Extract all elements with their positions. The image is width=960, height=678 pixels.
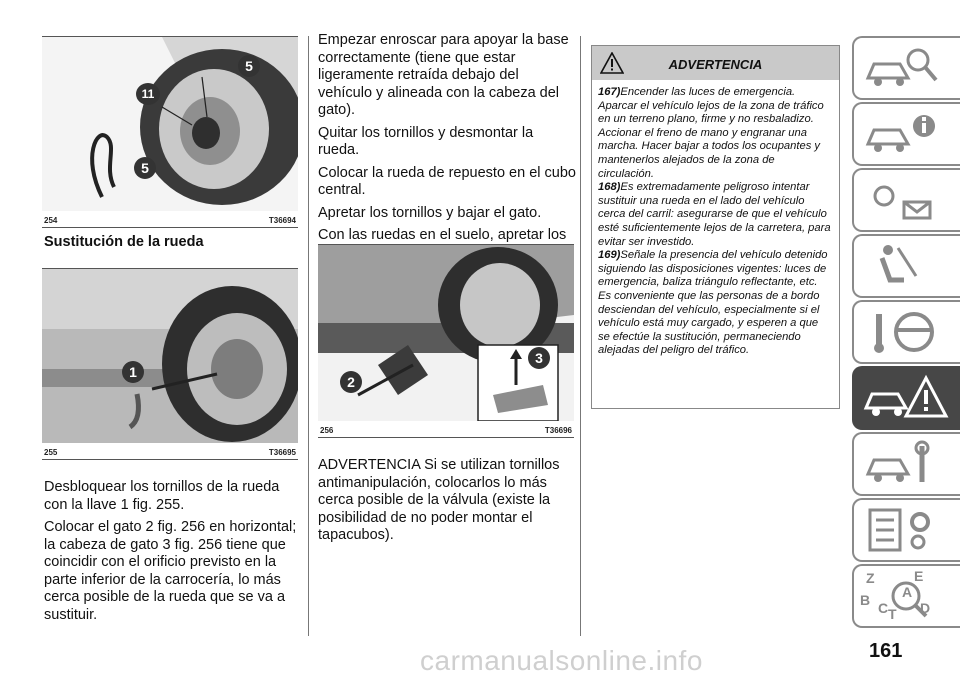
tab-warning-lights[interactable]: [852, 168, 960, 232]
paragraph: Colocar la rueda de repuesto en el cubo central.: [318, 164, 576, 198]
figure-number: 256: [320, 426, 334, 435]
paragraph: Apretar los tornillos y bajar el gato.: [318, 204, 542, 221]
index-letter: Z: [866, 570, 875, 586]
warning-text: Es extremadamente peligroso intentar sustituir una rueda en el lado del vehículo cerca del carril: asegurarse de que el vehículo esté suficientemente lejos de la carretera, para evitar ser investido.: [598, 181, 831, 248]
figure-256: [318, 244, 574, 438]
figure-code: T36696: [544, 426, 572, 435]
paragraph: Empezar enroscar para apoyar la base correctamente (tiene que estar ligeramente retraída debajo del vehículo y alineada con la cabeza del gato).: [318, 32, 569, 118]
warning-header: [592, 46, 839, 80]
tab-breakdown[interactable]: [852, 366, 960, 430]
warning-title: ADVERTENCIA: [668, 57, 763, 72]
warning-ref: 168): [598, 181, 621, 194]
callout-5-bottom: 5: [134, 157, 156, 179]
paragraph: Quitar los tornillos y desmontar la rueda.: [318, 124, 534, 158]
paragraph: Desbloquear los tornillos de la rueda con la llave 1 fig. 255.: [44, 479, 280, 513]
paragraph: ADVERTENCIA Si se utilizan tornillos antimanipulación, colocarlos lo más cerca posible de la válvula (existe la posibilidad de no poder montar el tapacubos).: [318, 457, 560, 543]
warning-ref: 169): [598, 249, 621, 262]
figure-code: T36694: [268, 216, 296, 225]
tab-alphabetical-index[interactable]: [852, 564, 960, 628]
column-divider: [580, 36, 581, 636]
figure-code: T36695: [268, 448, 296, 457]
tab-specifications[interactable]: [852, 498, 960, 562]
callout-1: 1: [122, 361, 144, 383]
warning-ref: 167): [598, 86, 621, 98]
tab-car-search[interactable]: [852, 36, 960, 100]
callout-5-top: 5: [238, 55, 260, 77]
warning-box: [591, 45, 840, 409]
index-letter: B: [860, 592, 871, 608]
warning-body: [592, 80, 839, 358]
figure-number: 254: [44, 216, 58, 225]
paragraph: Con las ruedas en el suelo, apretar los: [318, 227, 567, 243]
paragraph: Colocar el gato 2 fig. 256 en horizontal; la cabeza de gato 3 fig. 256 tiene que coincidir con el orificio previsto en la parte inferior de la carrocería, lo más cerca posible de la rueda que se va a sustituir.: [44, 519, 297, 623]
callout-3: 3: [528, 347, 550, 369]
figure-256-image: [318, 245, 574, 421]
column1-text: [44, 479, 300, 629]
index-letter: E: [914, 568, 924, 584]
tab-seat-airbag[interactable]: [852, 234, 960, 298]
index-letter: T: [888, 606, 897, 622]
figure-254-image: [42, 37, 298, 211]
callout-11: 11: [136, 83, 160, 105]
tab-key-steering[interactable]: [852, 300, 960, 364]
watermark: carmanualsonline.info: [420, 645, 703, 676]
index-letter: D: [920, 600, 931, 616]
page-number: 161: [869, 640, 903, 662]
warning-text: Encender las luces de emergencia. Aparcar el vehículo lejos de la zona de tráfico en un terreno plano, firme y no resbaladizo. Accionar el freno de mano y engranar una marcha. Hacer bajar a todos los ocupantes y mantenerlos alejados de la zona de circulación.: [598, 86, 824, 180]
index-letter: C: [878, 600, 889, 616]
figure-254: [42, 36, 298, 228]
index-letter: A: [902, 584, 913, 600]
callout-2: 2: [340, 371, 362, 393]
warning-item: [598, 249, 833, 358]
warning-text: Señale la presencia del vehículo detenido siguiendo las disposiciones vigentes: luces de emergencia, baliza triángulo reflectante, etc. Es conveniente que las personas de a bordo desciendan del vehículo, especialmente si el vehículo está muy cargado, y esperen a que se efectúe la sustitución, permaneciendo alejadas del peligro del tráfico.: [598, 249, 828, 357]
warning-item: [598, 181, 833, 249]
figure-255-image: [42, 269, 298, 443]
section-title: Sustitución de la rueda: [44, 234, 204, 250]
column-divider: [308, 36, 309, 636]
tab-car-maintenance[interactable]: [852, 432, 960, 496]
column2-warning-paragraph: [318, 457, 576, 550]
figure-number: 255: [44, 448, 58, 457]
tab-car-info[interactable]: [852, 102, 960, 166]
warning-item: [598, 86, 833, 181]
figure-255: [42, 268, 298, 460]
